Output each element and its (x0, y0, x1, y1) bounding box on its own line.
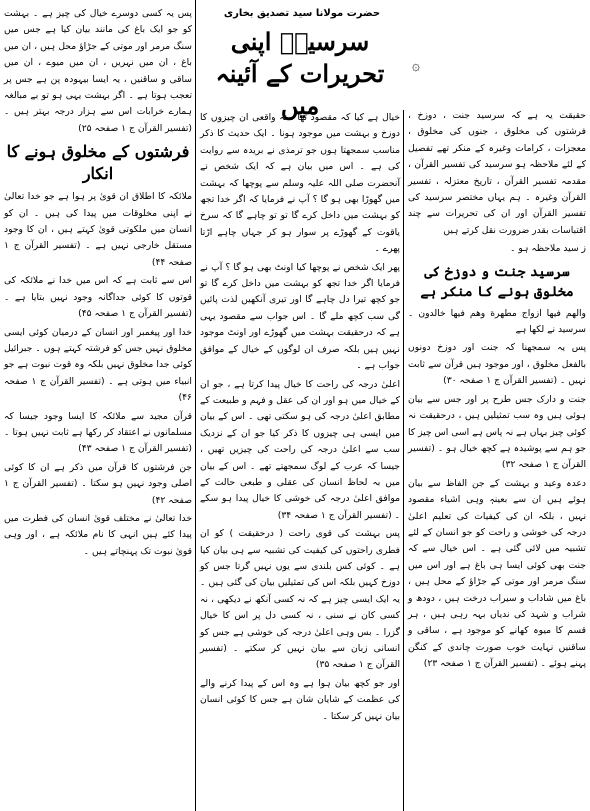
paragraph: ملائکہ کا اطلاق ان قویٰ پر ہوا ہے جو خدا تعالیٰ نے اپنی مخلوقات میں پیدا کی ہیں ۔ ان کو انسان میں ملکوتی قویٰ کہتے ہیں ، ان کا وجود مستقل خارجی نہیں ہے ۔ (تفسیر القرآن ج ۱ صفحہ ۴۴) (4, 191, 192, 268)
paragraph: پس یہ سمجھنا کہ جنت اور دوزخ دونوں بالفعل مخلوق ، اور موجود ہیں قرآن سے ثابت نہیں ۔ (تفسیر القرآن ج ۱ صفحہ ۳۰) (408, 342, 586, 387)
paragraph: پھر ایک شخص نے پوچھا کیا اونٹ بھی ہو گا ؟ آپ نے فرمایا اگر خدا تجھ کو بہشت میں داخل کرے گا تو جو کچھ تیرا دل چاہے گا اور تیری آنکھیں لذت پائیں گی سب کچھ ملے گا ۔ اس جواب سے مقصود یہی ہے کہ درحقیقت بہشت میں گھوڑے اور اونٹ موجود نہیں ہیں بلکہ صرف ان لوگوں کے خیال کے موافق جواب ہے ۔ (200, 261, 400, 372)
ornament-icon: ۞ (411, 58, 420, 74)
byline: حضرت مولانا سید تصدیق بخاری (223, 8, 381, 19)
paragraph: قرآن مجید سے ملائکہ کا ایسا وجود جیسا کہ مسلمانوں نے اعتقاد کر رکھا ہے ثابت نہیں ہوتا ۔ (تفسیر القرآن ج ۱ صفحہ ۴۳) (4, 410, 192, 455)
column-divider (195, 0, 196, 811)
paragraph: اعلیٰ درجہ کی راحت کا خیال پیدا کرتا ہے ، جو ان کے خیال میں ہو اور ان کی عقل و فہم و طبیعت کے مطابق اعلیٰ درجہ کی ہو سکتی تھی ۔ اس کے بیان میں ایسی ہی چیزوں کا ذکر کیا جو ان کے نزدیک سب سے اعلیٰ درجہ کی راحت کی چیزیں تھیں ، جیسا کہ عرب کے لوگ سمجھتے تھے ۔ اس کے بیان میں بہ لحاظ انسان کی عقلی و طبعی حالت کے موافق اعلیٰ درجہ کی خوشی کا خیال پیدا ہو سکے ۔ (تفسیر القرآن ج ۱ صفحہ ۳۴) (200, 378, 400, 521)
paragraph: جنت و دارک جس طرح پر اور جس سے بیان ہوئی ہیں وہ سب تمثیلیں ہیں ، درحقیقت نہ کوئی چیز بہاں ہے نہ پاس ہے اسی اس چیز کا جو ہم سے پوشیدہ ہے کچھ خیال ہو ۔ (تفسیر القرآن ج ۱ صفحہ ۳۲) (408, 393, 586, 471)
paragraph: خیال ہے کیا کہ مقصود تھا ، نہ واقعی ان چیزوں کا دوزخ و بہشت میں موجود ہونا ۔ ایک حدیث کا ذکر مناسب سمجھتا ہوں جو ترمذی نے بریدہ سے روایت کی ہے ۔ اس میں بیان ہے کہ ایک شخص نے آنحضرت صلی اللہ علیہ وسلم سے پوچھا کہ بہشت میں گھوڑا بھی ہو گا ؟ آپ نے فرمایا کہ اگر خدا تجھ کو بہشت میں داخل کرے گا تو تو چاہے گا کہ سرخ یاقوت کے گھوڑے پر سوار ہو کر جہاں چاہے اڑتا پھرے ۔ (200, 112, 400, 255)
paragraph: ز سید ملاحظہ ہو ۔ (510, 243, 586, 255)
column-divider (403, 110, 404, 811)
paragraph: خدا تعالیٰ نے مختلف قویٰ انسان کی فطرت میں پیدا کئے ہیں انہی کا نام ملائکہ ہے ، اور وہی قویٰ نبوت تک پہنچاتے ہیں ۔ (4, 512, 192, 557)
paragraph: اس سے ثابت ہے کہ اس میں خدا نے ملائکہ کی قوتوں کا کوئی جداگانہ وجود نہیں بتایا ہے ۔ (تفسیر القرآن ج ۱ صفحہ ۴۵) (4, 275, 192, 320)
article-title: سرسیدؒ اپنی تحریرات کے آئینہ میں (215, 27, 385, 120)
paragraph: پس یہ کسی دوسرے خیال کی چیز ہے ۔ بہشت کو جو ایک باغ کی مانند بیان کیا ہے جس میں سنگ مرمر اور موتی کے جڑاؤ محل ہیں ، ان میں باغ ، ان میں نہریں ، ان میں میوے ، ان میں ساقی و ساقنیں ، یہ ایسا بیہودہ پن ہے جس پر تعجب ہوتا ہے ۔ اگر بہشت یہی ہو تو بے مبالغہ ہمارے خرابات اس سے ہزار درجہ بہتر ہیں ۔ (تفسیر القرآن ج ۱ صفحہ ۲۵) (4, 8, 192, 134)
right-column (408, 108, 586, 811)
paragraph: پس بہشت کی قوی راحت ( درحقیقت ) کو ان فطری راحتوں کی کیفیت کی تشبیہ سے ہی بیان کیا ہے ۔ کوئی کس بلندی سے یوں نہیں گرتا جس کو دوزخ کہیں بلکہ اس کی تمثیلیں بیان کی گئی ہیں ۔ یہ ایک ایسی چیز ہے کہ نہ کسی آنکھ نے دیکھی ، نہ کسی کان نے سنی ، نہ کسی دل پر اس کا خیال گزرا ۔ بس وہی اعلیٰ درجہ کی خوشی ہے جس کو انسانی زبان سے بیان نہیں کر سکتے ۔ (تفسیر القرآن ج ۱ صفحہ ۳۵) (200, 528, 400, 671)
paragraph: جن فرشتوں کا قرآن میں ذکر ہے ان کا کوئی اصلی وجود نہیں ہو سکتا ۔ (تفسیر القرآن ج ۱ صفحہ ۴۲) (4, 461, 192, 506)
quote-intro: والهم فيها ازواج مطهرة وهم فيها خالدون ۔ سرسید نے لکھا ہے (408, 307, 586, 336)
paragraph: حقیقت یہ ہے کہ سرسید جنت ، دوزخ ، فرشتوں کی مخلوق ، جنوں کی مخلوق ، معجزات ، کرامات وغیرہ کے منکر تھے تفصیل کے لئے ملاحظہ ہو سرسید کی تفسیر القرآن ، مقدمہ تفسیر القرآن ، تاریخ معتزلہ ، تفسیر القرآن وغیرہ ۔ ہم یہاں مختصر سرسید کی تفسیر القرآن اور ان کی تحریرات سے چند اقتباسات بقدر ضرورت نقل کرتے ہیں (408, 110, 586, 236)
section-heading: سرسید جنت و دوزخ کی مخلوق ہونے کا منکر ہے (420, 263, 574, 300)
paragraph: خدا اور پیغمبر اور انسان کے درمیان کوئی ایسی مخلوق نہیں جس کو فرشتہ کہتے ہوں ۔ جبرائیل کوئی جدا مخلوق نہیں بلکہ وہ قوت نبوت ہے جو انبیاء میں ہوتی ہے ۔ (تفسیر القرآن ج ۱ صفحہ ۴۶) (4, 326, 192, 404)
section-heading: فرشتوں کے مخلوق ہونے کا انکار (6, 142, 190, 184)
left-column (4, 6, 192, 811)
paragraph: اور جو کچھ بیان ہوا ہے وہ اس کے پیدا کرنے والے کی عظمت کے شایان شان ہے جس کا کوئی انسان بیان نہیں کر سکتا ۔ (200, 677, 400, 722)
paragraph: دعدہ وعید و بہشت کے جن الفاظ سے بیان ہوئے ہیں ان سے بعینہٖ وہی اشیاء مقصود نہیں ، بلکہ ان کی کیفیات کی تعلیم اعلیٰ درجہ کی خوشی و راحت کو جو انسان کے لئے تشبیہ میں لائی گئی ہے ۔ اس خیال سے کہ جنت بھی کوئی ایسا ہی باغ ہے اور اس میں سنگ مرمر اور موتی کے جڑاؤ کے محل ہیں ، باغ میں شاداب و سیراب درخت ہیں ، دودھ و شراب و شہد کی ندیاں بہہ رہی ہیں ، ہر قسم کا میوہ کھانے کو موجود ہے ، ساقی و ساقنیں نہایت خوب صورت چاندی کے کنگن پہنے ہوئے ۔ (تفسیر القرآن ج ۱ صفحہ ۲۳) (408, 477, 586, 670)
middle-column (200, 110, 400, 811)
